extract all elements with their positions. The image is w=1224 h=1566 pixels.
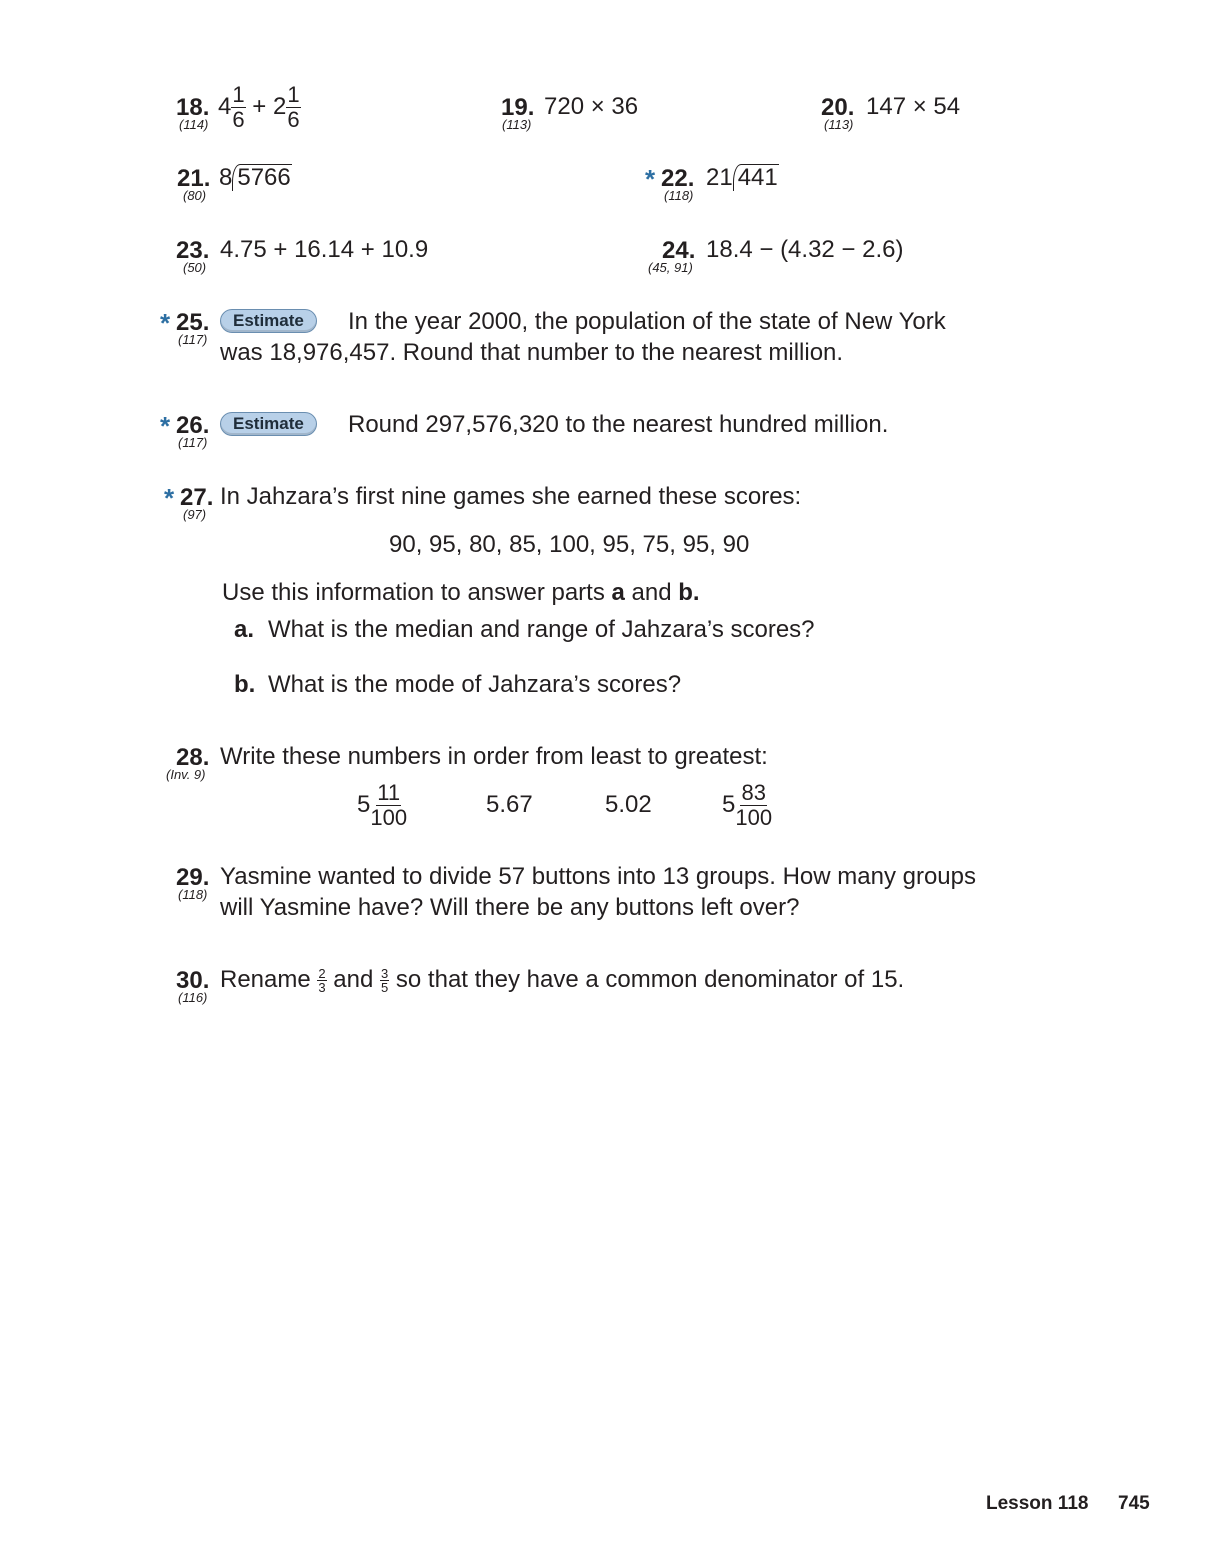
lesson-reference: (117): [178, 435, 208, 450]
lesson-reference: (118): [664, 188, 694, 203]
problem-expression: 147 × 54: [866, 93, 961, 120]
problem-number: 24.: [662, 237, 696, 264]
problem-number: 25.: [176, 309, 210, 336]
star-icon: *: [160, 308, 171, 338]
problem-number: 19.: [501, 94, 535, 121]
estimate-badge: Estimate: [220, 412, 317, 436]
decimal-number: 5.67: [486, 791, 533, 818]
lesson-reference: (118): [178, 887, 208, 902]
mixed-number: 5 $\frac{83}{100}$: [722, 780, 773, 831]
lesson-reference: (80): [183, 188, 207, 203]
problem-text: Write these numbers in order from least to greatest:: [220, 743, 768, 770]
divisor: 21: [706, 164, 733, 191]
lesson-reference: (113): [824, 117, 854, 132]
problem-text: Rename $\frac{2}{3}$ and $\frac{3}{5}$ so that they have a common denominator of 15.: [220, 966, 905, 996]
fraction: $\frac{2}{3}$: [318, 966, 326, 996]
problem-number: 23.: [176, 237, 210, 264]
problem-number: 30.: [176, 967, 210, 994]
problem-text-line: Yasmine wanted to divide 57 buttons into 13 groups. How many groups: [220, 863, 976, 890]
part-question: What is the median and range of Jahzara’s scores?: [268, 616, 815, 643]
operator: +: [252, 93, 267, 120]
estimate-badge: Estimate: [220, 309, 317, 333]
problem-expression: 18.4 − (4.32 − 2.6): [706, 236, 904, 263]
fraction: $\frac{1}{6}$: [232, 82, 245, 133]
whole-number: 2: [272, 93, 287, 120]
long-division: [219, 162, 292, 193]
problem-number: 28.: [176, 744, 210, 771]
mixed-number: 5 $\frac{11}{100}$: [357, 780, 408, 831]
lesson-reference: (116): [178, 990, 208, 1005]
lesson-reference: (117): [178, 332, 208, 347]
long-division: [706, 162, 779, 193]
dividend: 441: [733, 164, 779, 191]
lesson-reference: (45, 91): [648, 260, 693, 275]
problem-number: 21.: [177, 165, 211, 192]
divisor: 8: [219, 164, 233, 191]
part-label: a.: [234, 616, 255, 643]
decimal-number: 5.02: [605, 791, 652, 818]
lesson-label: Lesson 118: [986, 1493, 1089, 1514]
star-icon: *: [160, 411, 171, 441]
problem-expression: 720 × 36: [544, 93, 639, 120]
problem-text-line: will Yasmine have? Will there be any buttons left over?: [220, 894, 800, 921]
star-icon: *: [164, 483, 175, 513]
problem-text-line: was 18,976,457. Round that number to the nearest million.: [220, 339, 844, 366]
problem-text: Round 297,576,320 to the nearest hundred million.: [348, 411, 889, 438]
fraction: $\frac{83}{100}$: [735, 780, 773, 831]
problem-number: 29.: [176, 864, 210, 891]
lesson-reference: (Inv. 9): [166, 767, 206, 782]
score-list: 90, 95, 80, 85, 100, 95, 75, 95, 90: [389, 531, 750, 558]
dividend: 5766: [232, 164, 291, 191]
problem-number: 18.: [176, 94, 210, 121]
lesson-reference: (50): [183, 260, 207, 275]
fraction: $\frac{3}{5}$: [381, 966, 389, 996]
problem-expression: 4.75 + 16.14 + 10.9: [220, 236, 429, 263]
part-question: What is the mode of Jahzara’s scores?: [268, 671, 682, 698]
fraction: $\frac{11}{100}$: [370, 780, 408, 831]
lesson-reference: (114): [179, 117, 209, 132]
whole-number: 4: [218, 93, 232, 120]
instruction-text: Use this information to answer parts a and b.: [222, 579, 700, 606]
problem-text-line: In the year 2000, the population of the state of New York: [348, 308, 946, 335]
mixed-number-expression: [218, 82, 301, 132]
lesson-reference: (97): [183, 507, 207, 522]
lesson-reference: (113): [502, 117, 532, 132]
fraction: $\frac{1}{6}$: [287, 82, 300, 133]
problem-number: 27.: [180, 484, 214, 511]
star-icon: *: [645, 164, 656, 194]
problem-number: 26.: [176, 412, 210, 439]
page-number: 745: [1118, 1493, 1150, 1514]
problem-number: 22.: [661, 165, 695, 192]
part-label: b.: [234, 671, 256, 698]
problem-number: 20.: [821, 94, 855, 121]
problem-text: In Jahzara’s first nine games she earned these scores:: [220, 483, 802, 510]
